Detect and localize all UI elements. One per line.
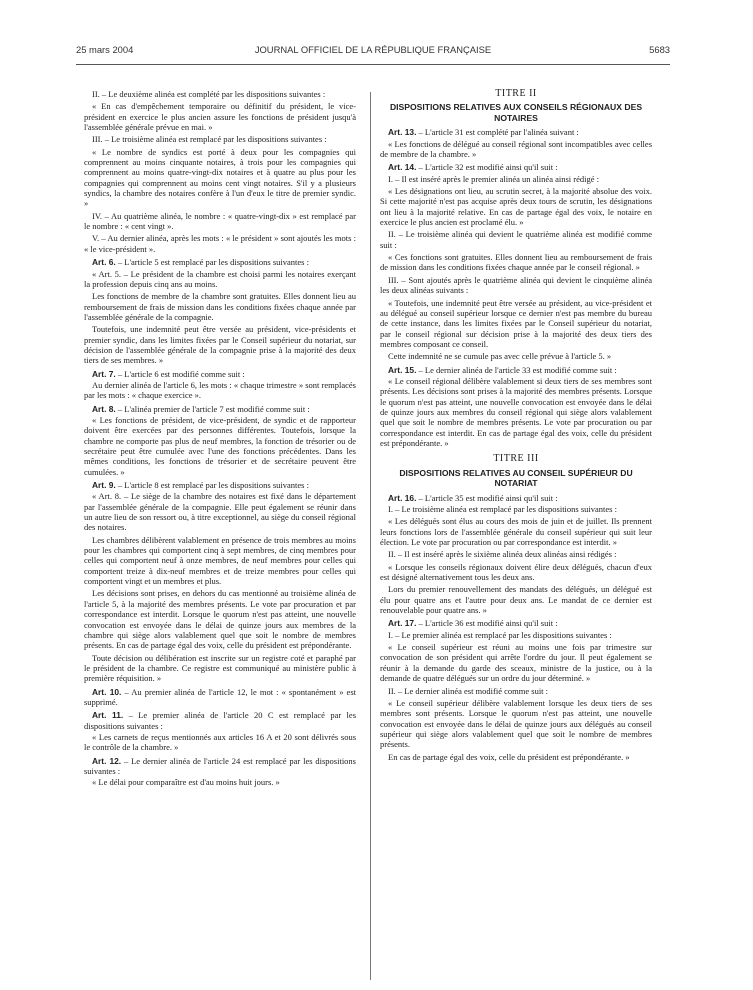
paragraph: « Lorsque les conseils régionaux doivent élire deux délégués, chacun d'eux est désigné alternativement tous les deux ans. [380,561,652,583]
paragraph: III. – Le troisième alinéa est remplacé par les dispositions suivantes : [92,134,327,145]
paragraph: « Art. 8. – Le siège de la chambre des notaires est fixé dans le département par l'assemblée générale de la compagnie. Elle peut également se réunir dans un autre lieu de son ressort ou, à titre exceptionnel, au siège du conseil régional des notaires. [84,491,356,533]
article-number: Art. 7. [92,368,116,379]
paragraph: « Toutefois, une indemnité peut être versée au président, au vice-président et au délégué au conseil supérieur lorsque ce dernier n'est pas membre du bureau de cette instance, dans les limites fixées par le Conseil supérieur du notariat, par le conseil régional sur décision prise à la majorité des deux tiers des membres composant ce conseil. [380,297,652,349]
article-number: Art. 17. [388,618,417,629]
paragraph: « Le délai pour comparaître est d'au moins huit jours. » [92,777,280,788]
issue-date: 25 mars 2004 [76,44,134,55]
paragraph: « Les désignations ont lieu, au scrutin secret, à la majorité absolue des voix. Si cette majorité n'est pas acquise après deux tours de scrutin, les désignations ont lieu à la majorité relative. En cas de partage égal des voix, le notaire en exercice le plus ancien est proclamé élu. » [380,186,652,228]
paragraph: « Ces fonctions sont gratuites. Elles donnent lieu au remboursement de frais de mission dans les conditions fixées chaque année par le conseil régional. » [380,252,652,273]
page-header [76,44,670,58]
right-column [380,89,652,984]
article-number: Art. 8. [92,403,116,414]
paragraph: Toutefois, une indemnité peut être versée au président, vice-présidents et premier syndic, dans les limites fixées par le Conseil supérieur du notariat, sur décision de l'assemblée générale de la compagnie prise à la majorité des deux tiers de ses membres. » [84,324,356,366]
paragraph: Au dernier alinéa de l'article 6, les mots : « chaque trimestre » sont remplacés par les mots : « chaque exercice ». [84,379,356,401]
article-text: – L'article 8 est remplacé par les dispositions suivantes : [115,480,309,491]
article-text: – L'article 32 est modifié ainsi qu'il suit : [416,162,558,173]
paragraph: « Le nombre de syndics est porté à deux pour les compagnies qui comprennent au moins cinquante notaires, à trois pour les compagnies qui comprennent au moins quatre-vingt-dix notaires et à quatre au plus pour les compagnies qui comprennent au moins cent vingt notaires. S'il y a plusieurs syndics, la chambre des notaires confère à l'un d'eux le titre de premier syndic. » [84,146,356,209]
titre-heading: TITRE III [493,453,539,465]
column-divider [370,92,371,980]
article-paragraph [84,369,356,379]
article-number: Art. 9. [92,480,116,491]
paragraph: Lors du premier renouvellement des mandats des délégués, un délégué est élu pour quatre ans et l'autre pour deux ans. Le mandat de ce dernier est renouvelable pour quatre ans. » [380,584,652,616]
paragraph: I. – Il est inséré après le premier alinéa un alinéa ainsi rédigé : [388,173,599,184]
paragraph: « Les délégués sont élus au cours des mois de juin et de juillet. Ils prennent leurs fonctions lors de l'assemblée générale du conseil supérieur qui suit leur élection. Le vote par procuration ou par correspondance est interdit. » [380,516,652,548]
paragraph: III. – Sont ajoutés après le quatrième alinéa qui devient le cinquième alinéa les deux alinéas suivants : [380,274,652,296]
article-paragraph [84,257,356,267]
article-number: Art. 11. [92,710,124,721]
article-number: Art. 16. [388,492,417,503]
article-text: – L'article 5 est remplacé par les dispositions suivantes : [115,257,309,268]
article-paragraph [84,756,356,777]
article-paragraph [84,404,356,414]
paragraph: « Le conseil régional délibère valablement si deux tiers de ses membres sont présents. Les décisions sont prises à la majorité des membres présents. Lorsque le quorum n'est pas atteint, une nouvelle convocation est envoyée dans le délai de quinze jours aux membres du conseil régional qui siège alors valablement quel que soit le nombre de membres présents. Le vote par procuration ou par correspondance est interdit. En cas de partage égal des voix, celle du président est prépondérante. » [380,375,652,448]
paragraph: Toute décision ou délibération est inscrite sur un registre coté et paraphé par le président de la chambre. Ce registre est communiqué au ministère public à première réquisition. » [84,652,356,684]
article-text: – L'article 6 est modifié comme suit : [115,368,245,379]
journal-title: JOURNAL OFFICIEL DE LA RÉPUBLIQUE FRANÇAISE [254,44,492,55]
article-text: – L'article 36 est modifié ainsi qu'il suit : [416,618,558,629]
article-paragraph [380,365,652,375]
article-paragraph [380,127,652,137]
article-number: Art. 6. [92,257,116,268]
article-text: – Le premier alinéa de l'article 20 C est remplacé par les dispositions suivantes : [84,710,356,731]
paragraph: V. – Au dernier alinéa, après les mots : « le président » sont ajoutés les mots : « le vice-président ». [84,233,356,254]
paragraph: II. – Le deuxième alinéa est complété par les dispositions suivantes : [92,89,326,99]
section-heading: DISPOSITIONS RELATIVES AUX CONSEILS RÉGIONAUX DES NOTAIRES [389,102,643,123]
paragraph: II. – Le troisième alinéa qui devient le quatrième alinéa est modifié comme suit : [380,229,652,250]
article-number: Art. 13. [388,127,417,138]
paragraph: I. – Le premier alinéa est remplacé par les dispositions suivantes : [388,629,612,640]
paragraph: « Le conseil supérieur est réuni au moins une fois par trimestre sur convocation de son président qui arrête l'ordre du jour. Il peut également se réunir à la demande du garde des sceaux, ministre de la justice, ou à la demande de quatre délégués sur un ordre du jour déterminé. » [380,642,652,684]
left-column [84,89,356,984]
paragraph: En cas de partage égal des voix, celle du président est prépondérante. » [388,751,630,762]
article-number: Art. 12. [92,755,122,766]
article-number: Art. 15. [388,364,417,375]
paragraph: I. – Le troisième alinéa est remplacé par les dispositions suivantes : [388,504,617,514]
article-paragraph [380,162,652,172]
article-text: – L'alinéa premier de l'article 7 est modifié comme suit : [115,403,310,414]
article-text: – L'article 35 est modifié ainsi qu'il suit : [416,492,558,503]
paragraph: II. – Le dernier alinéa est modifié comme suit : [388,685,549,696]
paragraph: Cette indemnité ne se cumule pas avec celle prévue à l'article 5. » [388,351,612,362]
header-rule [76,64,670,65]
article-number: Art. 14. [388,162,417,173]
article-text: – Le dernier alinéa de l'article 33 est modifié comme suit : [416,364,617,375]
paragraph: « En cas d'empêchement temporaire ou définitif du président, le vice-président en exercice le plus ancien assure les fonctions de président jusqu'à l'assemblée générale prévue en mai. » [84,101,356,133]
article-paragraph [84,710,356,731]
article-number: Art. 10. [92,686,122,697]
paragraph: « Le conseil supérieur délibère valablement lorsque les deux tiers de ses membres sont présents. Lorsque le quorum n'est pas atteint, une nouvelle convocation est envoyée dans le délai de quinze jours aux délégués au conseil supérieur qui siège alors valablement quel que soit le nombre de membres présents. [380,697,652,750]
paragraph: « Art. 5. – Le président de la chambre est choisi parmi les notaires exerçant la profession depuis cinq ans au moins. [84,268,356,289]
paragraph: Les chambres délibèrent valablement en présence de trois membres au moins pour les chambres qui comportent cinq à sept membres, de cinq membres pour celles qui comportent neuf à onze membres, de neuf membres pour celles qui comportent treize à dix-neuf membres et de treize membres pour celles qui comportent vingt et un membres et plus. [84,534,356,587]
paragraph: « Les fonctions de président, de vice-président, de syndic et de rapporteur doivent être exercées par des personnes différentes. Toutefois, lorsque la chambre ne comporte pas plus de neuf membres, la fonction de trésorier ou de secrétaire peut être cumulée avec l'une des fonctions précédentes. Dans les mêmes conditions, les fonctions de trésorier et de secrétaire peuvent être cumulées. » [84,414,356,477]
paragraph: Les fonctions de membre de la chambre sont gratuites. Elles donnent lieu au remboursement de frais de mission dans les conditions fixées chaque année par l'assemblée générale de la compagnie. [84,291,356,322]
article-paragraph [84,480,356,490]
article-paragraph [380,618,652,628]
article-text: – Au premier alinéa de l'article 12, le mot : « spontanément » est supprimé. [84,686,356,707]
article-text: – L'article 31 est complété par l'alinéa suivant : [416,127,579,138]
article-paragraph [84,687,356,708]
paragraph: Les décisions sont prises, en dehors du cas mentionné au troisième alinéa de l'article 5, à la majorité des membres présents. Le vote par procuration et par correspondance est interdit. Lorsque le quorum n'est pas atteint, une nouvelle convocation est envoyée dans le délai de quinze jours aux membres de la chambre qui siège alors valablement quel que soit le nombre de membres présents. En cas de partage égal des voix, celle du président est prépondérante. [84,588,356,651]
page-number: 5683 [649,44,670,55]
paragraph: IV. – Au quatrième alinéa, le nombre : « quatre-vingt-dix » est remplacé par le nombre : « cent vingt ». [84,210,356,232]
paragraph: « Les fonctions de délégué au conseil régional sont incompatibles avec celles de membre de la chambre. » [380,138,652,160]
paragraph: II. – Il est inséré après le sixième alinéa deux alinéas ainsi rédigés : [388,549,617,560]
section-heading: DISPOSITIONS RELATIVES AU CONSEIL SUPÉRIEUR DU NOTARIAT [399,467,633,489]
article-text: – Le dernier alinéa de l'article 24 est remplacé par les dispositions suivantes : [84,755,356,776]
paragraph: « Les carnets de reçus mentionnés aux articles 16 A et 20 sont délivrés sous le contrôle de la chambre. » [84,731,356,753]
titre-heading: TITRE II [495,89,537,99]
article-paragraph [380,493,652,503]
